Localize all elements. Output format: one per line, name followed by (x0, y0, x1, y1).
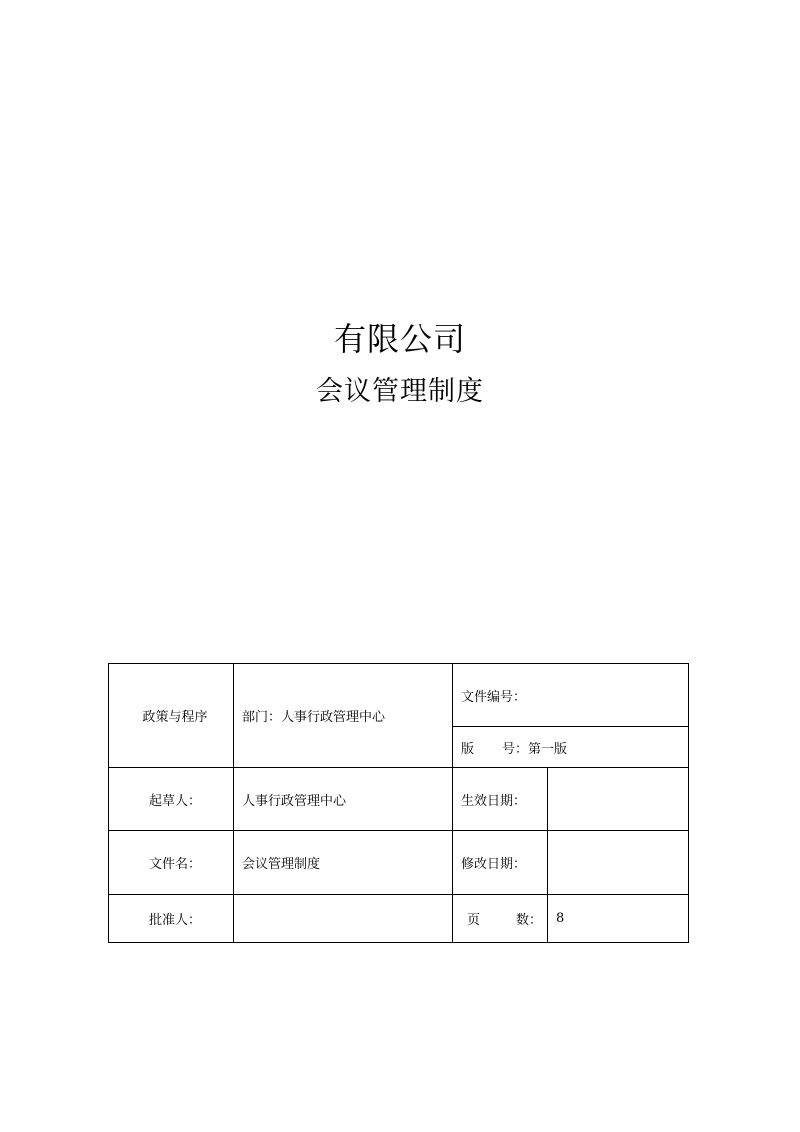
company-title: 有限公司 (333, 320, 466, 358)
department-cell (234, 664, 453, 768)
pages-label-left: 页 (467, 913, 481, 928)
pages-value-cell (548, 895, 689, 943)
drafter-value-cell (234, 768, 453, 831)
policy-label-cell (109, 664, 234, 768)
document-title: 会议管理制度 (316, 376, 484, 407)
file-name-value: 会议管理制度 (242, 857, 321, 872)
approver-value-cell (234, 895, 453, 943)
file-name-value-cell (234, 831, 453, 895)
pages-value: 8 (556, 911, 565, 926)
revision-date-label: 修改日期： (461, 857, 527, 872)
file-name-label: 文件名： (148, 857, 201, 872)
approver-label: 批准人： (148, 913, 201, 928)
approver-label-cell (109, 895, 234, 943)
file-number-label: 文件编号： (461, 689, 527, 705)
policy-label: 政策与程序 (142, 710, 208, 725)
pages-label-right: 数： (516, 913, 543, 928)
drafter-label: 起草人： (148, 793, 201, 809)
document-info-table (108, 663, 689, 943)
revision-date-label-cell (453, 831, 548, 895)
effective-date-label: 生效日期： (461, 793, 527, 809)
department-value: 部门：人事行政管理中心 (242, 710, 386, 725)
file-name-label-cell (109, 831, 234, 895)
version-cell (453, 727, 689, 768)
effective-date-value-cell (548, 768, 689, 831)
version-label-left: 版 (461, 741, 475, 757)
version-label-right: 号：第一版 (502, 741, 568, 757)
pages-label-cell (453, 895, 548, 943)
revision-date-value-cell (548, 831, 689, 895)
file-number-cell (453, 664, 689, 727)
drafter-value: 人事行政管理中心 (242, 793, 347, 809)
drafter-label-cell (109, 768, 234, 831)
effective-date-label-cell (453, 768, 548, 831)
